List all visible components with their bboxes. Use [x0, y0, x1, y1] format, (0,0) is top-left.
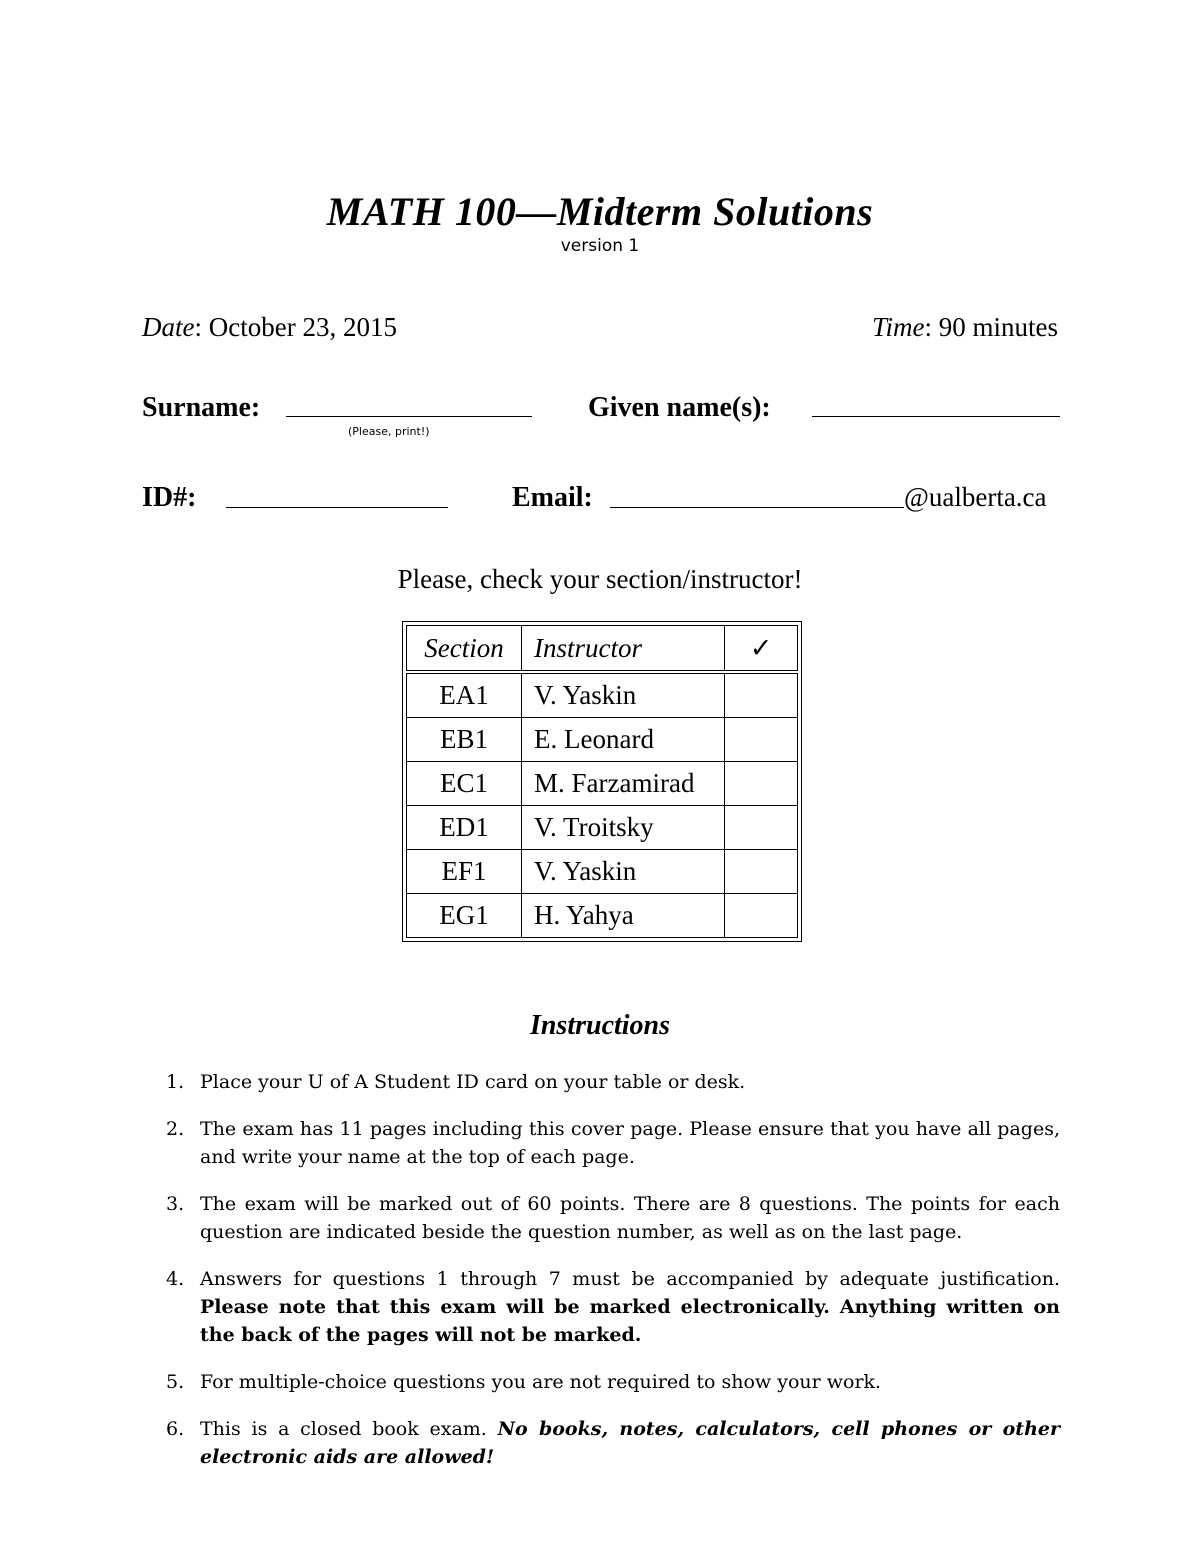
- list-item: [142, 1115, 1060, 1171]
- list-item: [142, 1190, 1060, 1246]
- list-item: [142, 1415, 1060, 1471]
- table-row: [407, 718, 798, 762]
- item-number: 5.: [166, 1371, 185, 1393]
- date-value: : October 23, 2015: [194, 312, 397, 342]
- time-label: Time: [871, 312, 925, 342]
- version-label: version 1: [560, 236, 640, 256]
- table-row: [407, 894, 798, 938]
- instructor-name: E. Leonard: [522, 718, 725, 762]
- instructor-name: V. Yaskin: [522, 850, 725, 894]
- surname-field[interactable]: [286, 416, 532, 417]
- section-code: EG1: [407, 894, 522, 938]
- table-row: [407, 762, 798, 806]
- table-row: [407, 806, 798, 850]
- section-code: EA1: [407, 672, 522, 718]
- list-item: [142, 1368, 1060, 1396]
- item-text: Answers for questions 1 through 7 must be accompanied by adequate justification.: [200, 1268, 1060, 1290]
- header-check: ✓: [725, 626, 798, 673]
- header-section: Section: [407, 626, 522, 673]
- item-number: 3.: [166, 1193, 185, 1215]
- item-text: The exam has 11 pages including this cover page. Please ensure that you have all pages, and write your name at the top of each page.: [200, 1118, 1060, 1168]
- section-prompt: Please, check your section/instructor!: [397, 564, 803, 594]
- email-field[interactable]: [610, 507, 904, 508]
- instructions-title: Instructions: [529, 1010, 671, 1041]
- item-number: 4.: [166, 1268, 185, 1290]
- item-text: Place your U of A Student ID card on your table or desk.: [200, 1071, 746, 1093]
- given-name-label: Given name(s):: [588, 392, 771, 423]
- email-label: Email:: [512, 482, 593, 513]
- id-field[interactable]: [226, 507, 448, 508]
- section-table-frame: [402, 621, 802, 942]
- section-checkbox[interactable]: [725, 718, 798, 762]
- instructions-list: [142, 1068, 1060, 1490]
- section-table: [406, 625, 798, 938]
- table-row: [407, 850, 798, 894]
- section-checkbox[interactable]: [725, 894, 798, 938]
- item-text: This is a closed book exam.: [200, 1418, 487, 1440]
- surname-label: Surname:: [142, 392, 261, 423]
- item-number: 6.: [166, 1418, 185, 1440]
- table-header-row: [407, 626, 798, 673]
- table-row: [407, 672, 798, 718]
- email-domain: @ualberta.ca: [904, 482, 1047, 512]
- item-number: 1.: [166, 1071, 185, 1093]
- section-checkbox[interactable]: [725, 850, 798, 894]
- time-value: : 90 minutes: [924, 312, 1058, 342]
- header-instructor: Instructor: [522, 626, 725, 673]
- exam-date: [142, 312, 397, 343]
- section-code: EF1: [407, 850, 522, 894]
- item-emphasis: No books, notes, calculators, cell phones or other electronic aids are allowed!: [200, 1418, 1060, 1468]
- list-item: [142, 1265, 1060, 1349]
- section-checkbox[interactable]: [725, 672, 798, 718]
- section-code: EC1: [407, 762, 522, 806]
- instructor-name: V. Troitsky: [522, 806, 725, 850]
- section-code: ED1: [407, 806, 522, 850]
- item-emphasis: Please note that this exam will be marked electronically. Anything written on the back of the pages will not be marked.: [200, 1296, 1060, 1346]
- item-text: The exam will be marked out of 60 points. There are 8 questions. The points for each question are indicated beside the question number, as well as on the last page.: [200, 1193, 1060, 1243]
- section-checkbox[interactable]: [725, 762, 798, 806]
- list-item: [142, 1068, 1060, 1096]
- section-checkbox[interactable]: [725, 806, 798, 850]
- section-code: EB1: [407, 718, 522, 762]
- item-text: For multiple-choice questions you are not required to show your work.: [200, 1371, 882, 1393]
- exam-time: [872, 312, 1058, 343]
- given-name-field[interactable]: [812, 416, 1060, 417]
- instructor-name: V. Yaskin: [522, 672, 725, 718]
- date-label: Date: [142, 312, 195, 342]
- instructor-name: H. Yahya: [522, 894, 725, 938]
- id-label: ID#:: [142, 482, 197, 513]
- item-number: 2.: [166, 1118, 185, 1140]
- instructor-name: M. Farzamirad: [522, 762, 725, 806]
- surname-hint: (Please, print!): [348, 425, 430, 438]
- page-title: MATH 100—Midterm Solutions: [326, 189, 874, 234]
